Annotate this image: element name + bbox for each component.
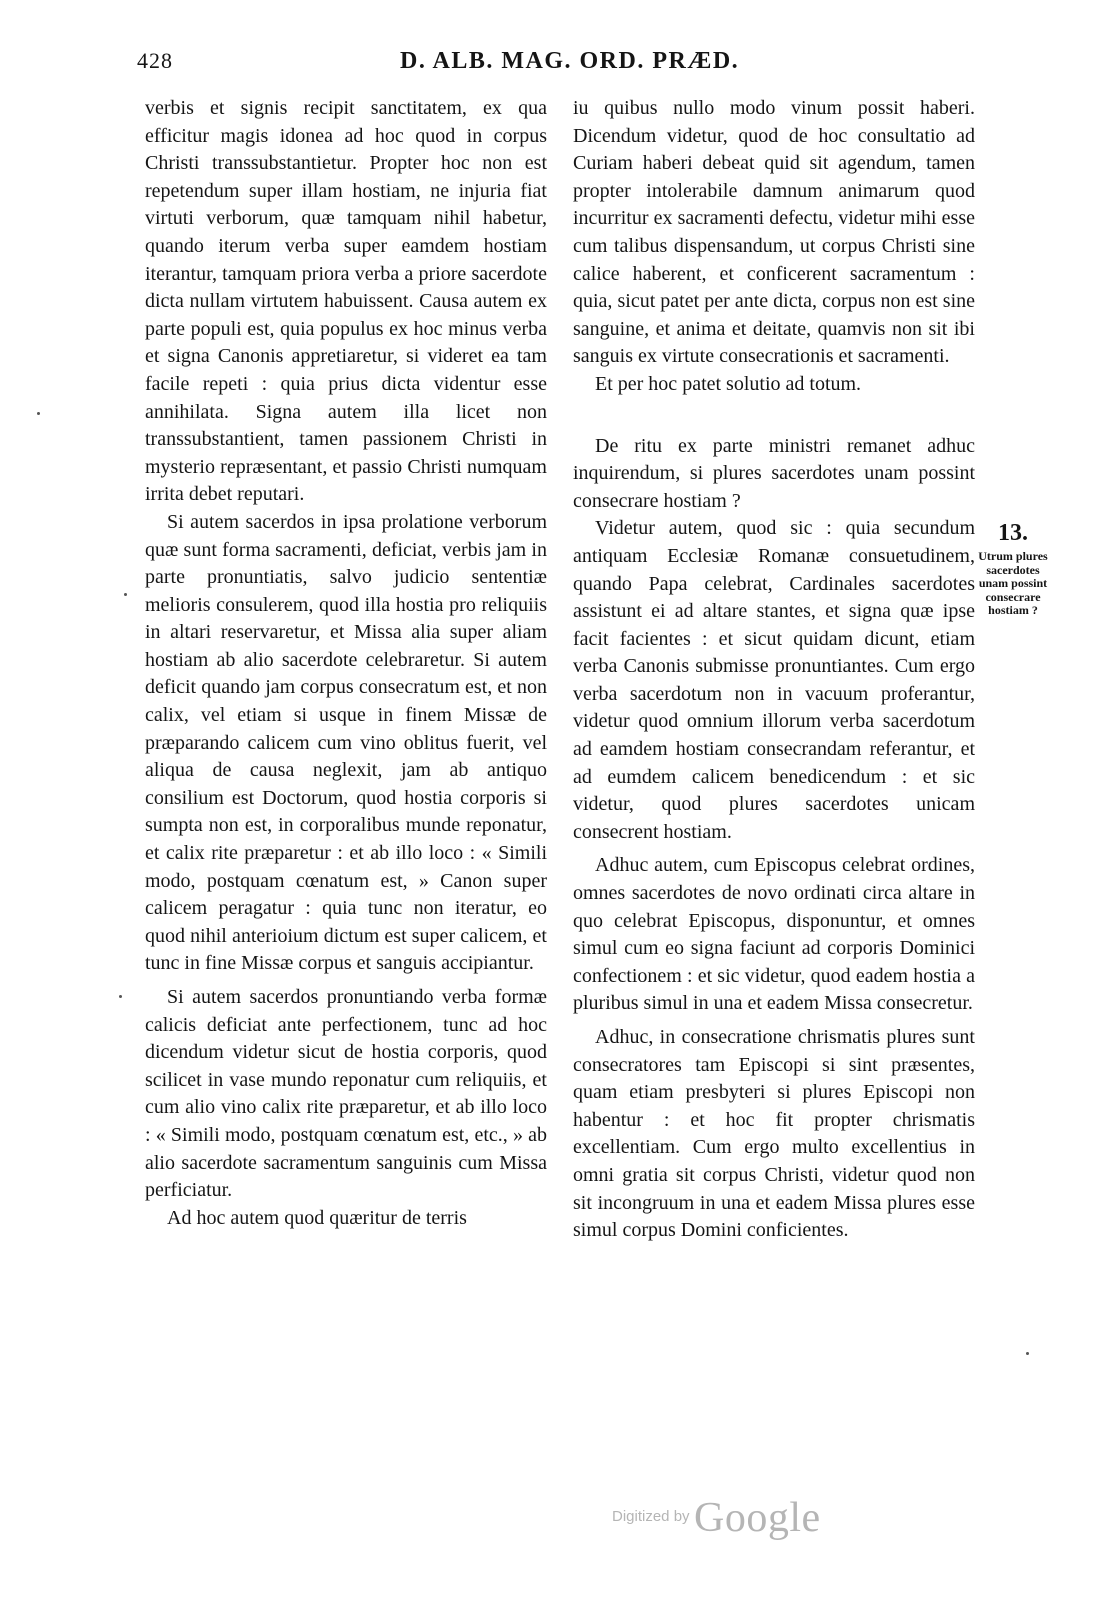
right-paragraph-3: De ritu ex parte ministri remanet adhuc inquirendum, si plures sacerdotes unam possint consecrare hostiam ? [573,434,975,512]
digitized-by-label: Digitized by [612,1508,690,1525]
google-logo: Google [694,1495,821,1541]
right-paragraph-1: iu quibus nullo modo vinum possit haberi. Dicendum videtur, quod de hoc consultatio ad Curiam haberi debeat quid sit agendum, tamen propter intolerabile damnum animarum quod incurritur ex sacramenti defectu, videtur mihi esse cum talibus dispensandum, ut corpus Christi sine calice haberent, et conficerent sacramentum : quia, sicut patet per ante dicta, corpus non est sine sanguine, et anima et deitate, quamvis non sit ibi sanguis ex virtute consecrationis et sacramenti. [573,97,975,368]
right-paragraph-5: Adhuc autem, cum Episcopus celebrat ordines, omnes sacerdotes de novo ordinati circa altare in quo celebrat Episcopus, disponuntur, et omnes simul cum eo signa faciunt ad corporis Dominici confectionem : et sic videtur, quod eadem hostia a pluribus simul in una et eadem Missa consecretur. [573,854,975,1015]
left-paragraph-1: verbis et signis recipit sanctitatem, ex qua efficitur magis idonea ad hoc quod in corpus Christi transsubstantietur. Propter hoc non est repetendum super illam hostiam, ne injuria fiat virtuti verborum, quæ tamquam nihil habetur, quando iterum verba super eamdem hostiam iterantur, tamquam priora verba a priore sacerdote dicta nullam virtutem habuissent. Causa autem ex parte populi est, quia populus ex hoc minus verba et signa Canonis appretiaretur, si videret ea tam facile repeti : quia prius dicta videntur esse annihilata. Signa autem illa licet non transsubstantient, tamen passionem Christi in mysterio repræsentant, et passio Christi numquam irrita debet reputari. [145,97,547,506]
scan-speck [119,995,122,998]
left-paragraph-3: Si autem sacerdos pronuntiando verba formæ calicis deficiat ante perfectionem, tunc ad hoc dicendum videtur sicut de hostia corporis, quod scilicet in vase mundo reponatur cum reliquiis, et cum alio vino calix rite præparetur, et ab illo loco : « Simili modo, postquam cœnatum est, etc., » ab alio sacerdote sacramentum sanguinis cum Missa perficiatur. [145,986,547,1202]
margin-note [978,518,1048,618]
running-title: D. ALB. MAG. ORD. PRÆD. [400,48,740,74]
right-paragraph-4: Videtur autem, quod sic : quia secundum antiquam Ecclesiæ Romanæ consuetudinem, quando Papa celebrat, Cardinales sacerdotes assistunt ei ad altare stantes, et signa quæ ipse facit facientes : et sicut quidam dicunt, etiam verba Canonis submisse pronuntiantes. Cum ergo verba sacerdotum non in vacuum proferantur, videtur quod omnium illorum verba sacerdotum ad eamdem hostiam consecrandam referantur, et ad eumdem calicem benedicendum : et sic videtur, quod plures sacerdotes unicam consecrent hostiam. [573,517,975,843]
scan-speck [37,412,40,415]
left-paragraph-4: Ad hoc autem quod quæritur de terris [167,1206,467,1229]
left-column [145,95,547,1232]
right-paragraph-2: Et per hoc patet solutio ad totum. [595,372,862,395]
scan-speck [124,593,127,596]
digitized-by-google-watermark [612,1494,821,1542]
page-number: 428 [137,48,173,73]
margin-note-number: 13. [998,520,1028,546]
right-column [573,95,975,1245]
right-paragraph-6: Adhuc, in consecratione chrismatis plures sunt consecratores tam Episcopi si sint præsentes, quam etiam presbyteri si plures Episcopi non habentur : et hoc fit propter chrismatis excellentiam. Cum ergo multo excellentius in omni gratia sit corpus Christi, videtur quod non sit incongruum in una et eadem Missa plures esse simul corpus Domini conficientes. [573,1026,975,1242]
left-paragraph-2: Si autem sacerdos in ipsa prolatione verborum quæ sunt forma sacramenti, deficiat, verbis jam in parte pronuntiatis, salvo judicio sententiæ melioris consulerem, quod illa hostia pro reliquiis in altari reservaretur, et Missa alia super aliam hostiam ab alio sacerdote celebraretur. Si autem deficit quando jam corpus consecratum est, et non calix, vel etiam si usque in finem Missæ de præparando calicem cum vino oblitus fuerit, vel aliqua de causa neglexit, jam ab antiquo consilium est Doctorum, quod hostia corporis si sumpta non est, in corporalibus munde reponatur, et calix rite præparetur : et ab illo loco : « Simili modo, postquam cœnatum est, » Canon super calicem peragatur : quia tunc non iteratur, eo quod nihil anterioium dictum est super calicem, et tunc in fine Missæ corpus et sanguis accipiantur. [145,510,547,975]
margin-note-text: Utrum plures sacerdotes unam possint consecrare hostiam ? [978,549,1048,617]
scan-speck [1026,1352,1029,1355]
